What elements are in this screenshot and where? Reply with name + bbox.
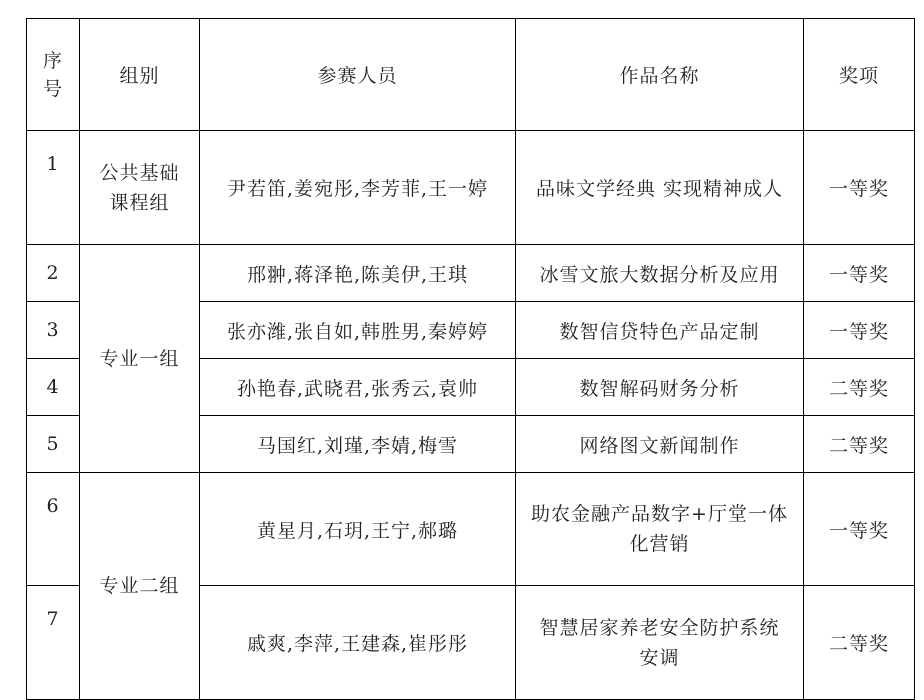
work-name-cell [516,302,804,359]
header-index-line-2: 号 [42,77,63,100]
award-cell: 一等奖 [804,131,915,245]
header-index-line-1: 序 [42,49,63,72]
row-index: 5 [27,416,80,473]
award-cell: 一等奖 [804,473,915,586]
row-index: 4 [27,359,80,416]
work-name-cell [516,359,804,416]
participants-cell: 邢翀,蒋泽艳,陈美伊,王琪 [200,245,516,302]
award-cell: 一等奖 [804,245,915,302]
header-row [27,19,915,131]
work-name-line: 品味文学经典 实现精神成人 [535,178,784,200]
work-name-cell [516,416,804,473]
participants-cell: 戚爽,李萍,王建森,崔彤彤 [200,586,516,700]
group-name-line: 专业二组 [99,575,180,597]
header-participants: 参赛人员 [200,19,516,131]
work-name-cell [516,586,804,700]
work-name-line: 数智解码财务分析 [579,377,740,400]
row-index: 7 [27,586,80,700]
work-name-line: 智慧居家养老安全防护系统 [539,616,780,639]
row-index: 1 [27,131,80,245]
group-cell [80,245,200,473]
table-row [27,131,915,245]
table-row [27,473,915,586]
header-award: 奖项 [804,19,915,131]
group-cell [80,473,200,700]
award-cell: 二等奖 [804,359,915,416]
row-index: 3 [27,302,80,359]
work-name-line: 安调 [639,646,680,669]
participants-cell: 黄星月,石玥,王宁,郝璐 [200,473,516,586]
participants-cell: 尹若笛,姜宛彤,李芳菲,王一婷 [200,131,516,245]
group-name-line: 公共基础 [99,161,180,184]
table-row [27,245,915,302]
work-name-line: 助农金融产品数字+厅堂一体 [531,503,788,525]
group-cell [80,131,200,245]
header-group: 组别 [80,19,200,131]
participants-cell: 孙艳春,武晓君,张秀云,袁帅 [200,359,516,416]
award-cell: 二等奖 [804,586,915,700]
award-cell: 二等奖 [804,416,915,473]
header-index [27,19,80,131]
participants-cell: 马国红,刘瑾,李婧,梅雪 [200,416,516,473]
row-index: 6 [27,473,80,586]
work-name-line: 数智信贷特色产品定制 [559,320,760,343]
work-name-cell [516,131,804,245]
group-name-line: 课程组 [109,191,170,214]
awards-table [26,18,915,700]
work-name-line: 化营销 [629,533,690,555]
work-name-line: 冰雪文旅大数据分析及应用 [539,263,780,286]
work-name-cell [516,245,804,302]
award-cell: 一等奖 [804,302,915,359]
header-work-name: 作品名称 [516,19,804,131]
row-index: 2 [27,245,80,302]
work-name-cell [516,473,804,586]
participants-cell: 张亦潍,张自如,韩胜男,秦婷婷 [200,302,516,359]
work-name-line: 网络图文新闻制作 [579,434,740,457]
group-name-line: 专业一组 [99,347,180,370]
